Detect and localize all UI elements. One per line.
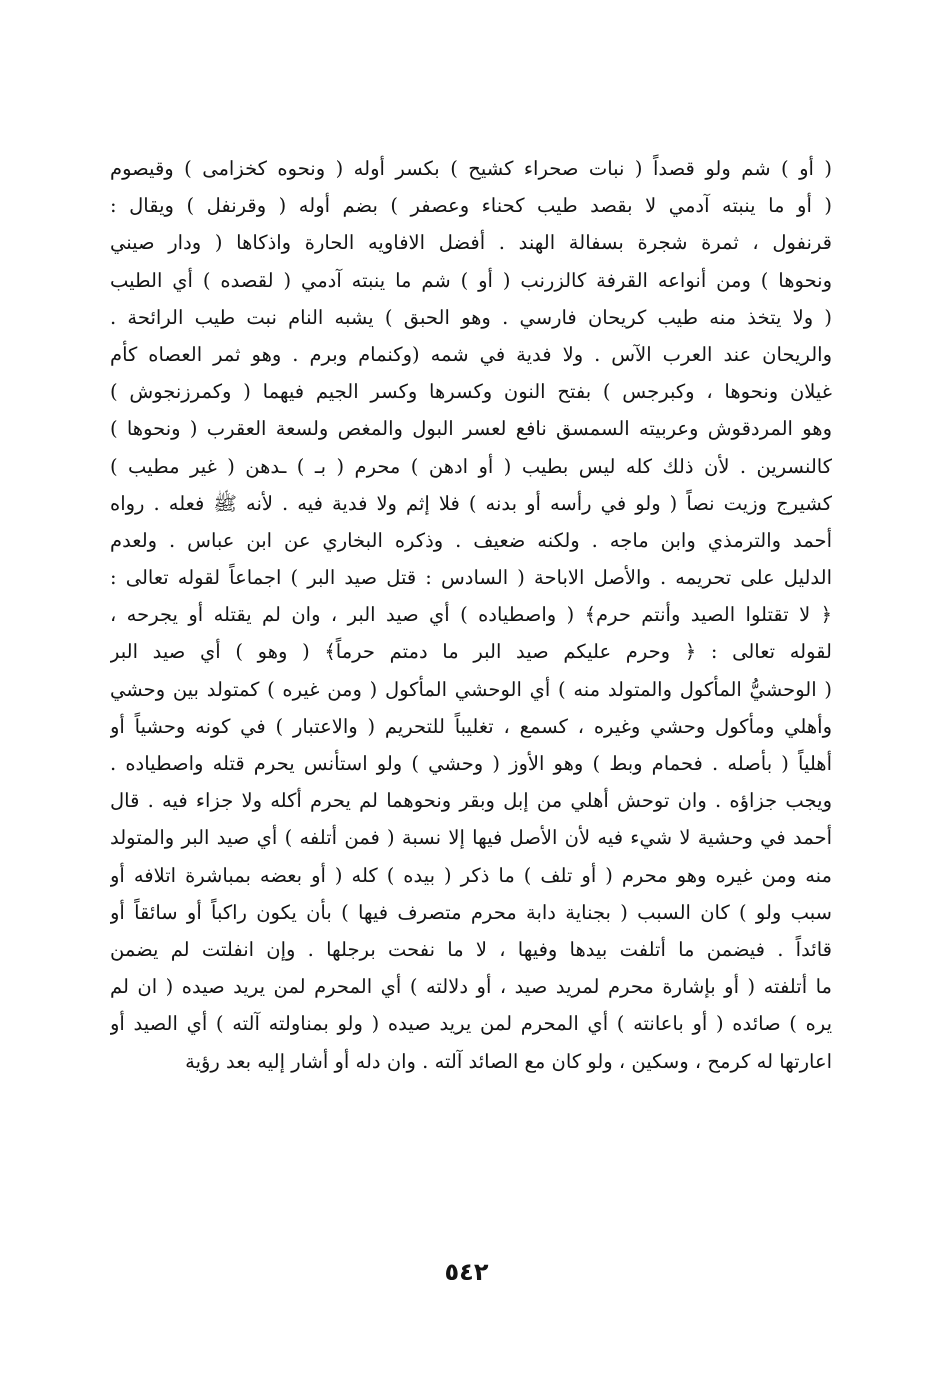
text-line: كشيرج وزيت نصاً ( ولو في رأسه أو بدنه ) فلا إثم ولا فدية فيه . لأنه ﷺ فعله . رواه bbox=[110, 491, 832, 515]
text-line: ( ولا يتخذ منه طيب كريحان فارسي . وهو الحبق ) يشبه النام نبت طيب الرائحة . bbox=[110, 305, 832, 329]
text-line: ونحوها ) ومن أنواعه القرفة كالزرنب ( أو ) شم ما ينبته آدمي ( لقصده ) أي الطيب bbox=[110, 268, 832, 292]
text-line: ( أو ما ينبته آدمي لا بقصد طيب كحناء وعصفر ) بضم أوله ( وقرنفل ) ويقال : bbox=[110, 194, 832, 218]
text-line: لقوله تعالى : ﴿ وحرم عليكم صيد البر ما دمتم حرماً﴾ ( وهو ) أي صيد البر bbox=[110, 640, 832, 664]
text-line: الدليل على تحريمه . والأصل الاباحة ( السادس : قتل صيد البر ) اجماعاً لقوله تعالى : bbox=[110, 566, 832, 590]
text-line: وهو المردقوش وعربيته السمسق نافع لعسر البول والمغص ولسعة العقرب ( ونحوها ) bbox=[110, 417, 832, 441]
body-text bbox=[110, 150, 832, 1080]
text-line: يره ) صائده ( أو باعانته ) أي المحرم لمن يريد صيده ( ولو بمناولته آلته ) أي الصيد أو bbox=[110, 1012, 832, 1036]
text-line: سبب ولو ) كان السبب ( بجناية دابة محرم متصرف فيها ) بأن يكون راكباً أو سائقاً أو bbox=[110, 900, 832, 924]
text-line: ( أو ) شم ولو قصداً ( نبات صحراء كشيح ) بكسر أوله ( ونحوه كخزامى ) وقيصوم bbox=[110, 157, 832, 180]
text-line: أحمد في وحشية لا شيء فيه لأن الأصل فيها إلا نسبة ( فمن أتلفه ) أي صيد البر والمتولد bbox=[110, 826, 832, 850]
text-line: أهلياً ( بأصله . فحمام وبط ) وهو الأوز ( وحشي ) ولو استأنس يحرم قتله واصطياده . bbox=[110, 752, 832, 775]
text-line: اعارتها له كرمح ، وسكين ، ولو كان مع الصائد آلته . وان دله أو أشار إليه بعد رؤية bbox=[185, 1049, 832, 1073]
text-line: غيلان ونحوها ، وكبرجس ) بفتح النون وكسرها وكسر الجيم فيهما ( وكمرزنجوش ) bbox=[110, 380, 832, 404]
text-line: كالنسرين . لأن ذلك كله ليس بطيب ( أو ادهن ) محرم ( بـ ) ـدهن ( غير مطيب ) bbox=[110, 454, 832, 478]
text-line: ( الوحشيُّ المأكول والمتولد منه ) أي الوحشي المأكول ( ومن غيره ) كمتولد بين وحشي bbox=[110, 677, 832, 701]
text-line: قرنفول ، ثمرة شجرة بسفالة الهند . أفضل الافاويه الحارة واذكاها ( ودار صيني bbox=[110, 231, 832, 255]
text-line: قائداً . فيضمن ما أتلفت بيدها وفيها ، لا ما نفحت برجلها . وإن انفلتت لم يضمن bbox=[110, 937, 832, 961]
text-line: أحمد والترمذي وابن ماجه . ولكنه ضعيف . وذكره البخاري عن ابن عباس . ولعدم bbox=[110, 528, 832, 552]
text-line: وأهلي ومأكول وحشي وغيره ، كسمع ، تغليباً للتحريم ( والاعتبار ) في كونه وحشياً أو bbox=[110, 714, 832, 738]
page-number: ٥٤٢ bbox=[444, 1258, 489, 1286]
text-line: ما أتلفته ( أو بإشارة محرم لمريد صيد ، أو دلالته ) أي المحرم لمن يريد صيده ( ان لم bbox=[110, 975, 832, 999]
text-line: منه ومن غيره وهو محرم ( أو تلف ) ما ذكر ( بيده ) كله ( أو بعضه بمباشرة اتلافه أو bbox=[110, 863, 832, 887]
text-line: والريحان عند العرب الآس . ولا فدية في شمه (وكنمام وبرم . وهو ثمر العصاه كأم bbox=[110, 342, 832, 366]
text-line: ﴿ لا تقتلوا الصيد وأنتم حرم﴾ ( واصطياده ) أي صيد البر ، وان لم يقتله أو يجرحه ، bbox=[110, 603, 832, 627]
text-line: ويجب جزاؤه . وان توحش أهلي من إبل وبقر ونحوهما لم يحرم أكله ولا جزاء فيه . قال bbox=[110, 789, 832, 813]
